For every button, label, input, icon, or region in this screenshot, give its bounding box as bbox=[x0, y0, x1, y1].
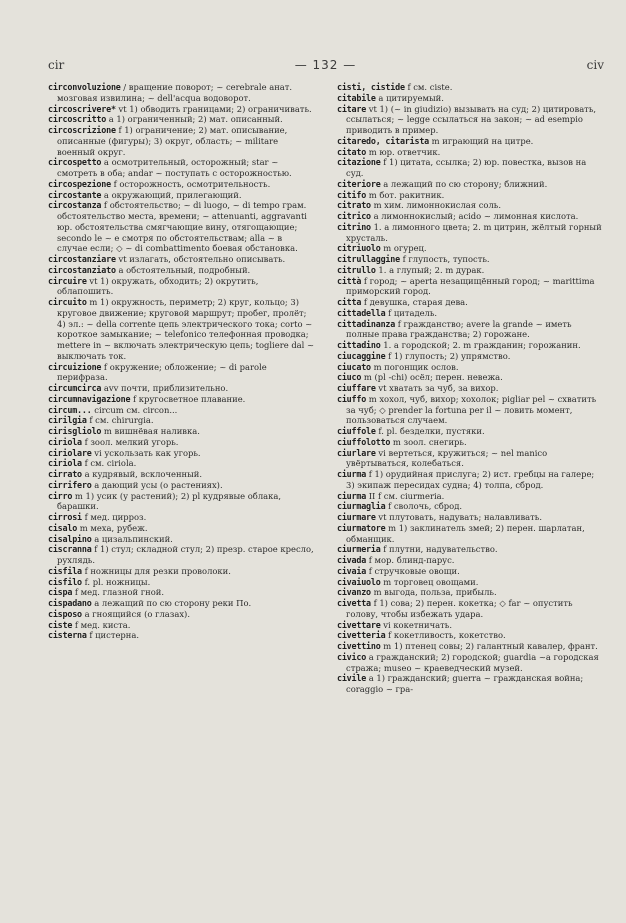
right-column bbox=[337, 82, 604, 695]
dictionary-entry bbox=[337, 620, 604, 631]
entry-definition: f сволочь, сброд. bbox=[385, 501, 463, 512]
entry-headword: circumnavigazione bbox=[48, 393, 131, 404]
dictionary-entry bbox=[337, 437, 604, 448]
entry-columns bbox=[48, 82, 604, 695]
entry-definition: vt хватать за чуб, за вихор. bbox=[375, 383, 499, 393]
entry-definition: a 1) гражданский; guerra ~ гражданская война; coraggio ~ гра- bbox=[346, 673, 584, 694]
dictionary-entry bbox=[48, 426, 315, 437]
dictionary-entry bbox=[48, 383, 315, 394]
entry-headword: circuito bbox=[48, 297, 87, 307]
dictionary-entry bbox=[48, 458, 315, 469]
dictionary-entry bbox=[337, 491, 604, 502]
entry-headword: citaredo, citarista bbox=[337, 135, 430, 146]
entry-headword: cisfilo bbox=[48, 576, 82, 587]
entry-definition: f ножницы для резки проволоки. bbox=[81, 565, 231, 576]
entry-headword: ciurmatore bbox=[337, 522, 386, 533]
dictionary-entry bbox=[48, 265, 315, 276]
dictionary-entry bbox=[337, 222, 604, 244]
dictionary-entry bbox=[337, 276, 604, 298]
entry-headword: circumcirca bbox=[48, 383, 102, 393]
entry-definition: a цизальпинский. bbox=[91, 533, 173, 544]
dictionary-entry bbox=[48, 512, 315, 523]
entry-headword: ciriolare bbox=[48, 447, 92, 458]
entry-definition: a гноящийся (о глазах). bbox=[81, 608, 190, 619]
entry-headword: citare bbox=[337, 103, 367, 114]
entry-definition: m играющий на цитре. bbox=[429, 135, 534, 146]
entry-definition: a дающий усы (о растениях). bbox=[91, 479, 223, 490]
dictionary-entry bbox=[337, 383, 604, 394]
dictionary-entry bbox=[48, 566, 315, 577]
entry-definition: a гражданский; 2) городской; guardia ~a городская стража; museo ~ краеведческий музей. bbox=[346, 651, 599, 673]
dictionary-entry bbox=[48, 157, 315, 179]
dictionary-entry bbox=[337, 577, 604, 588]
entry-headword: cirilgia bbox=[48, 415, 87, 426]
dictionary-entry bbox=[337, 200, 604, 211]
entry-definition: f окружение; обложение; ~ di parole перифраза. bbox=[57, 361, 267, 383]
dictionary-entry bbox=[337, 211, 604, 222]
entry-definition: a цитируемый. bbox=[375, 92, 444, 103]
entry-headword: cirrifero bbox=[48, 479, 92, 490]
entry-definition: f гражданство; avere la grande ~ иметь полные права гражданства; 2) горожане. bbox=[346, 318, 572, 340]
dictionary-entry bbox=[48, 254, 315, 265]
entry-headword: citrino bbox=[337, 221, 371, 232]
entry-definition: m хим. лимоннокислая соль. bbox=[370, 200, 502, 211]
entry-headword: cisposo bbox=[48, 608, 82, 619]
dictionary-entry bbox=[48, 276, 315, 298]
entry-definition: vi вертеться, кружиться; ~ nel manico увёртываться, колебаться. bbox=[346, 447, 548, 469]
entry-definition: f. pl. безделки, пустяки. bbox=[375, 426, 485, 436]
dictionary-entry bbox=[337, 190, 604, 201]
dictionary-entry bbox=[337, 512, 604, 523]
entry-definition: f мед. киста. bbox=[72, 619, 131, 630]
dictionary-entry bbox=[48, 480, 315, 491]
entry-definition: avv почти, приблизительно. bbox=[101, 383, 229, 393]
entry-headword: citrullaggine bbox=[337, 254, 400, 264]
dictionary-entry bbox=[337, 587, 604, 598]
entry-definition: m 1) окружность, периметр; 2) круг, кольцо; 3) круговое движение; круговой маршрут; пробег, пролёт; 4) эл.: ~ della corrente цепь электрического тока; corto ~ короткое замыкание; ~ telefonico телефонная проводка; mettere in ~ включать электрическую цепь; togliere dal ~ выключать ток. bbox=[57, 297, 315, 361]
entry-headword: citrico bbox=[337, 211, 371, 221]
entry-headword: cittadinanza bbox=[337, 318, 396, 329]
dictionary-entry bbox=[48, 523, 315, 534]
entry-headword: circospezione bbox=[48, 178, 111, 189]
dictionary-entry bbox=[48, 534, 315, 545]
entry-definition: 1. a лимонного цвета; 2. m цитрин, жёлтый горный хрусталь. bbox=[346, 221, 602, 243]
entry-definition: f мед. глазной гной. bbox=[72, 587, 164, 598]
entry-definition: f осторожность, осмотрительность. bbox=[110, 178, 271, 189]
dictionary-entry bbox=[48, 598, 315, 609]
entry-definition: vt 1) (~ in giudizio) вызывать на суд; 2) цитировать, ссылаться; ~ legge ссылаться на закон; ~ ad esempio приводить в пример. bbox=[346, 103, 597, 135]
entry-headword: città bbox=[337, 275, 362, 286]
entry-headword: circoscrizione bbox=[48, 125, 116, 135]
entry-headword: citta bbox=[337, 297, 362, 307]
dictionary-entry bbox=[48, 297, 315, 362]
entry-definition: f мед. цирроз. bbox=[81, 512, 147, 522]
entry-headword: civile bbox=[337, 673, 367, 684]
dictionary-entry bbox=[337, 501, 604, 512]
entry-headword: circostanziare bbox=[48, 254, 116, 264]
entry-definition: m зоол. снегирь. bbox=[390, 436, 467, 447]
entry-definition: a лимоннокислый; acido ~ лимонная кислота. bbox=[370, 211, 579, 221]
dictionary-entry bbox=[337, 426, 604, 437]
dictionary-entry bbox=[337, 104, 604, 136]
entry-headword: circospetto bbox=[48, 157, 102, 168]
dictionary-entry bbox=[48, 630, 315, 641]
entry-headword: ciuffo bbox=[337, 393, 367, 404]
entry-headword: circostante bbox=[48, 189, 102, 200]
entry-headword: civaiuolo bbox=[337, 576, 381, 587]
entry-definition: m бот. ракитник. bbox=[366, 189, 445, 200]
entry-headword: cisalo bbox=[48, 522, 78, 533]
dictionary-entry bbox=[337, 93, 604, 104]
entry-headword: cispa bbox=[48, 587, 73, 598]
dictionary-entry bbox=[337, 254, 604, 265]
entry-headword: cirisgliolo bbox=[48, 426, 102, 436]
dictionary-entry bbox=[48, 437, 315, 448]
entry-headword: cirrato bbox=[48, 469, 82, 479]
dictionary-entry bbox=[48, 179, 315, 190]
dictionary-entry bbox=[337, 523, 604, 545]
entry-definition: m (pl -chi) осёл; перен. невежа. bbox=[361, 372, 503, 383]
entry-definition: a окружающий, прилегающий. bbox=[101, 189, 242, 200]
entry-definition: m 1) усик (у растений); 2) pl кудрявые облака, барашки. bbox=[57, 490, 282, 512]
entry-definition: f. pl. ножницы. bbox=[81, 576, 151, 587]
dictionary-entry bbox=[337, 652, 604, 674]
entry-headword: ciuffole bbox=[337, 426, 376, 436]
dictionary-entry bbox=[337, 641, 604, 652]
entry-headword: ciriola bbox=[48, 458, 82, 469]
dictionary-entry bbox=[48, 405, 315, 416]
entry-headword: cisfila bbox=[48, 565, 82, 576]
entry-headword: circostanza bbox=[48, 200, 102, 211]
page-header bbox=[48, 58, 604, 82]
dictionary-entry bbox=[337, 362, 604, 373]
entry-headword: cirrosi bbox=[48, 512, 82, 522]
entry-headword: civetteria bbox=[337, 630, 386, 641]
entry-definition: f кокетливость, кокетство. bbox=[385, 630, 506, 641]
entry-headword: cisalpino bbox=[48, 533, 92, 544]
entry-definition: f зоол. мелкий угорь. bbox=[81, 436, 179, 447]
entry-headword: ciscranna bbox=[48, 544, 92, 555]
entry-definition: f мор. блинд-парус. bbox=[366, 555, 455, 565]
entry-headword: cittadella bbox=[337, 307, 386, 318]
entry-headword: circoscrivere* bbox=[48, 103, 116, 114]
entry-definition: f см. chirurgia. bbox=[86, 415, 154, 426]
entry-definition: 1. a глупый; 2. m дурак. bbox=[375, 264, 485, 275]
entry-definition: m юр. ответчик. bbox=[366, 146, 441, 157]
dictionary-entry bbox=[48, 190, 315, 201]
entry-headword: ciuffolotto bbox=[337, 436, 391, 447]
entry-headword: ciuco bbox=[337, 372, 362, 383]
dictionary-entry bbox=[48, 125, 315, 157]
dictionary-entry bbox=[48, 200, 315, 254]
entry-definition: m вишнёвая наливка. bbox=[101, 426, 200, 436]
entry-headword: ciuffare bbox=[337, 383, 376, 393]
header-left-guide-word: cir bbox=[48, 58, 65, 72]
entry-headword: ciurma bbox=[337, 469, 367, 479]
entry-headword: ciurlare bbox=[337, 447, 376, 458]
dictionary-entry bbox=[337, 82, 604, 93]
entry-headword: civaia bbox=[337, 565, 367, 576]
entry-headword: circostanziato bbox=[48, 264, 116, 275]
entry-definition: f девушка, старая дева. bbox=[361, 297, 468, 307]
dictionary-entry bbox=[337, 351, 604, 362]
entry-definition: II f см. ciurmeria. bbox=[366, 490, 445, 501]
dictionary-entry bbox=[337, 179, 604, 190]
dictionary-entry bbox=[48, 469, 315, 480]
entry-definition: f обстоятельство; ~ di luogo, ~ di tempo грам. обстоятельство места, времени; ~ attenuanti, aggravanti юр. обстоятельства смягчающие вину, отягощающие; secondo le ~ е смотря по обстоятельствам; alla ~ в случае если; ◇ ~ di combattimento боевая обстановка. bbox=[57, 200, 307, 254]
entry-definition: f 1) стул; складной стул; 2) презр. старое кресло, рухлядь. bbox=[57, 544, 314, 565]
dictionary-entry bbox=[337, 448, 604, 470]
entry-definition: vt излагать, обстоятельно описывать. bbox=[115, 254, 286, 264]
entry-definition: a обстоятельный, подробный. bbox=[115, 264, 251, 275]
entry-definition: f см. ciriola. bbox=[81, 458, 137, 469]
dictionary-entry bbox=[337, 598, 604, 620]
entry-definition: f 1) сова; 2) перен. кокетка; ◇ far ~ опустить голову, чтобы избежать удара. bbox=[346, 598, 573, 619]
entry-definition: f стручковые овощи. bbox=[366, 565, 460, 576]
entry-definition: m меха, рубеж. bbox=[77, 522, 148, 533]
entry-headword: civico bbox=[337, 651, 367, 662]
dictionary-entry bbox=[337, 673, 604, 695]
entry-headword: ciucato bbox=[337, 361, 371, 372]
entry-headword: circonvoluzione bbox=[48, 82, 121, 92]
entry-headword: ciurmaglia bbox=[337, 501, 386, 512]
dictionary-entry bbox=[48, 491, 315, 513]
entry-definition: a осмотрительный, осторожный; star ~ смотреть в оба; andar ~ поступать с осторожностью. bbox=[57, 157, 292, 178]
entry-headword: civada bbox=[337, 555, 367, 565]
dictionary-entry bbox=[48, 544, 315, 566]
entry-headword: citriuolo bbox=[337, 243, 381, 254]
header-right-guide-word: civ bbox=[586, 58, 604, 72]
entry-definition: m 1) птенец совы; 2) галантный кавалер, франт. bbox=[380, 641, 598, 651]
entry-definition: f глупость, тупость. bbox=[399, 254, 490, 264]
entry-definition: f город; ~ aperta незащищённый город; ~ marittima приморский город. bbox=[346, 275, 595, 297]
entry-definition: m погонщик ослов. bbox=[370, 361, 459, 372]
entry-definition: f см. ciste. bbox=[404, 82, 453, 92]
entry-definition: vt плутовать, надувать; налавливать. bbox=[375, 512, 543, 522]
entry-definition: f цитадель. bbox=[385, 307, 438, 318]
entry-headword: circuire bbox=[48, 275, 87, 286]
entry-headword: ciriola bbox=[48, 436, 82, 447]
dictionary-entry bbox=[337, 297, 604, 308]
dictionary-entry bbox=[48, 577, 315, 588]
entry-headword: cisti, cistide bbox=[337, 82, 405, 92]
entry-definition: m огурец. bbox=[380, 243, 427, 254]
dictionary-entry bbox=[337, 372, 604, 383]
entry-definition: m 1) заклинатель змей; 2) перен. шарлатан, обманщик. bbox=[346, 522, 585, 544]
entry-headword: ciurma bbox=[337, 490, 367, 501]
dictionary-entry bbox=[337, 265, 604, 276]
entry-definition: a лежащий по сю сторону; ближний. bbox=[380, 178, 548, 189]
entry-definition: vt 1) обводить границами; 2) ограничивать. bbox=[115, 103, 312, 114]
dictionary-entry bbox=[48, 104, 315, 115]
entry-headword: citazione bbox=[337, 157, 381, 168]
entry-headword: citato bbox=[337, 146, 367, 157]
entry-definition: vt 1) окружать, обходить; 2) окрутить, облапошить. bbox=[57, 275, 259, 297]
entry-headword: ciurmare bbox=[337, 512, 376, 522]
dictionary-entry bbox=[48, 362, 315, 384]
entry-headword: citrato bbox=[337, 200, 371, 211]
dictionary-entry bbox=[48, 114, 315, 125]
entry-headword: ciurmeria bbox=[337, 544, 381, 555]
entry-headword: citrullo bbox=[337, 264, 376, 275]
entry-definition: f кругосветное плавание. bbox=[130, 393, 246, 404]
entry-headword: citifo bbox=[337, 189, 367, 200]
left-column bbox=[48, 82, 315, 695]
entry-definition: f 1) цитата, ссылка; 2) юр. повестка, вызов на суд. bbox=[346, 157, 587, 178]
dictionary-entry bbox=[48, 394, 315, 405]
entry-headword: civanzo bbox=[337, 587, 371, 598]
dictionary-entry bbox=[337, 308, 604, 319]
entry-headword: civettare bbox=[337, 619, 381, 630]
dictionary-entry bbox=[48, 609, 315, 620]
entry-definition: / вращение поворот; ~ cerebrale анат. мозговая извилина; ~ dell'acqua водоворот. bbox=[57, 82, 293, 103]
dictionary-entry bbox=[337, 157, 604, 179]
dictionary-entry bbox=[337, 136, 604, 147]
entry-definition: m хохол, чуб, вихор; хохолок; pigliar pel ~ схватить за чуб; ◇ prender la fortuna per il ~ ловить момент, пользоваться случаем. bbox=[346, 393, 597, 426]
dictionary-entry bbox=[337, 243, 604, 254]
entry-definition: f цистерна. bbox=[86, 630, 140, 641]
entry-definition: f 1) глупость; 2) упрямство. bbox=[385, 350, 511, 361]
dictionary-entry bbox=[337, 319, 604, 341]
entry-definition: f 1) орудийная прислуга; 2) ист. гребцы на галере; 3) экипаж пересидах судна; 4) толпа, сброд. bbox=[346, 469, 595, 490]
entry-definition: f 1) ограничение; 2) мат. описывание, описанные (фигуры); 3) округ, область; ~ militare военный округ. bbox=[57, 125, 288, 157]
dictionary-entry bbox=[48, 587, 315, 598]
entry-headword: citabile bbox=[337, 92, 376, 103]
entry-headword: ciucaggine bbox=[337, 350, 386, 361]
entry-headword: cispadano bbox=[48, 598, 92, 608]
dictionary-entry bbox=[337, 566, 604, 577]
entry-headword: ciste bbox=[48, 619, 73, 630]
entry-definition: m выгода, польза, прибыль. bbox=[370, 587, 497, 598]
dictionary-entry bbox=[48, 448, 315, 459]
dictionary-entry bbox=[337, 394, 604, 426]
dictionary-entry bbox=[337, 555, 604, 566]
dictionary-entry bbox=[48, 620, 315, 631]
entry-definition: a 1) ограниченный; 2) мат. описанный. bbox=[106, 114, 283, 125]
dictionary-entry bbox=[337, 340, 604, 351]
page-number: — 132 — bbox=[294, 58, 357, 72]
entry-headword: civettino bbox=[337, 641, 381, 651]
entry-definition: a кудрявый, всклоченный. bbox=[81, 469, 203, 479]
entry-headword: circum... bbox=[48, 404, 92, 415]
dictionary-entry bbox=[337, 147, 604, 158]
entry-definition: f плутни, надувательство. bbox=[380, 544, 498, 555]
dictionary-entry bbox=[337, 544, 604, 555]
entry-headword: circoscritto bbox=[48, 114, 107, 125]
entry-headword: cirro bbox=[48, 490, 73, 501]
entry-headword: cisterna bbox=[48, 630, 87, 641]
entry-definition: vi кокетничать. bbox=[380, 619, 452, 630]
entry-definition: 1. a городской; 2. m гражданин; горожанин. bbox=[380, 340, 581, 350]
entry-definition: circum см. circon... bbox=[91, 404, 178, 415]
dictionary-entry bbox=[48, 415, 315, 426]
dictionary-entry bbox=[337, 630, 604, 641]
entry-headword: citeriore bbox=[337, 178, 381, 189]
entry-definition: a лежащий по сю сторону реки По. bbox=[91, 598, 252, 608]
entry-definition: m торговец овощами. bbox=[380, 576, 479, 587]
entry-headword: circuizione bbox=[48, 361, 102, 372]
dictionary-entry bbox=[337, 469, 604, 491]
entry-headword: cittadino bbox=[337, 340, 381, 350]
dictionary-entry bbox=[48, 82, 315, 104]
entry-headword: civetta bbox=[337, 598, 371, 608]
entry-definition: vi ускользать как угорь. bbox=[91, 447, 201, 458]
